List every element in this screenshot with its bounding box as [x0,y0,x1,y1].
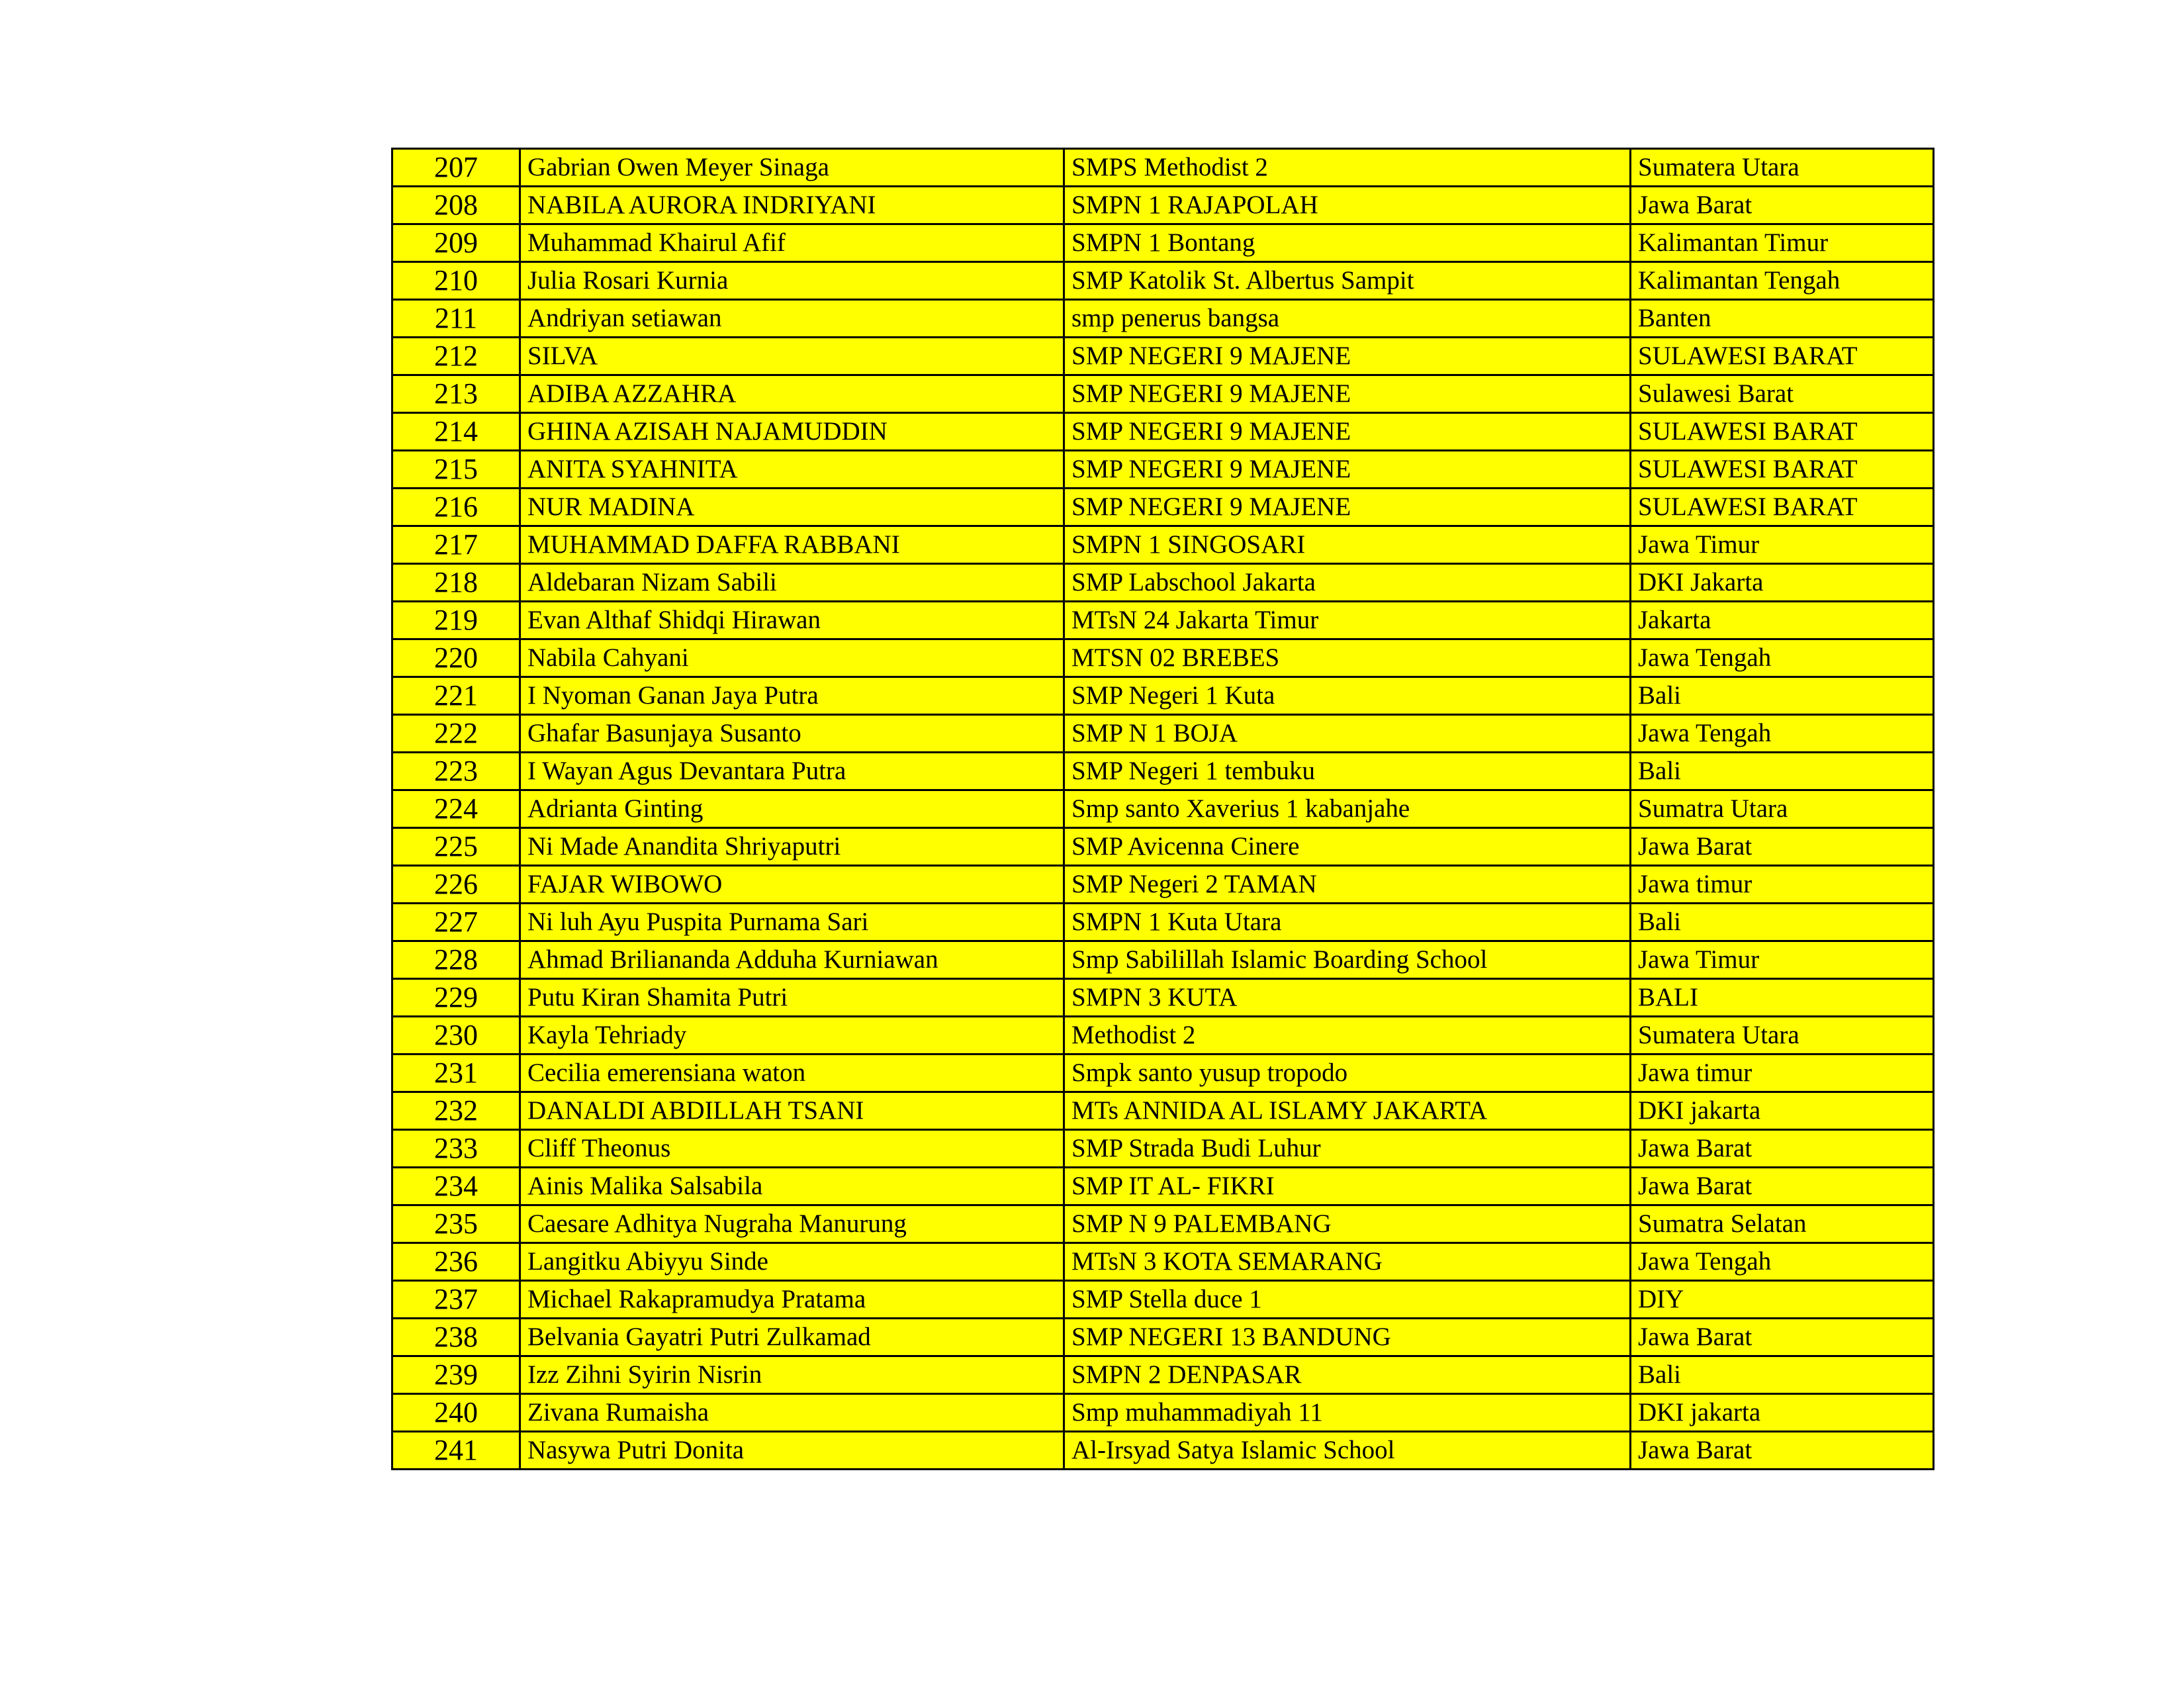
table-row [392,489,1934,526]
row-number-cell: 222 [392,715,520,753]
province-cell: Bali [1631,1356,1934,1394]
student-name-cell: NUR MADINA [520,489,1064,526]
school-name-cell: Smpk santo yusup tropodo [1064,1055,1631,1092]
table-row [392,1017,1934,1055]
student-name-cell: Langitku Abiyyu Sinde [520,1243,1064,1281]
school-name-cell: SMPN 1 Kuta Utara [1064,904,1631,941]
student-name-cell: Julia Rosari Kurnia [520,262,1064,300]
table-row [392,941,1934,979]
province-cell: Jawa Tengah [1631,715,1934,753]
table-row [392,1394,1934,1432]
province-cell: Sumatra Selatan [1631,1205,1934,1243]
school-name-cell: SMP NEGERI 9 MAJENE [1064,451,1631,489]
table-row [392,187,1934,224]
row-number-cell: 208 [392,187,520,224]
province-cell: Sumatra Utara [1631,790,1934,828]
table-row [392,375,1934,413]
student-name-cell: Caesare Adhitya Nugraha Manurung [520,1205,1064,1243]
province-cell: Kalimantan Timur [1631,224,1934,262]
school-name-cell: Smp santo Xaverius 1 kabanjahe [1064,790,1631,828]
student-name-cell: ADIBA AZZAHRA [520,375,1064,413]
student-name-cell: Andriyan setiawan [520,300,1064,338]
table-row [392,1243,1934,1281]
school-name-cell: SMP NEGERI 9 MAJENE [1064,413,1631,451]
row-number-cell: 233 [392,1130,520,1168]
school-name-cell: SMPN 1 SINGOSARI [1064,526,1631,564]
table-row [392,1319,1934,1356]
table-row [392,300,1934,338]
school-name-cell: SMP Labschool Jakarta [1064,564,1631,602]
row-number-cell: 227 [392,904,520,941]
school-name-cell: SMP Avicenna Cinere [1064,828,1631,866]
table-row [392,564,1934,602]
province-cell: Jawa Barat [1631,1130,1934,1168]
table-row [392,753,1934,790]
row-number-cell: 221 [392,677,520,715]
row-number-cell: 225 [392,828,520,866]
province-cell: Jawa timur [1631,866,1934,904]
student-name-cell: DANALDI ABDILLAH TSANI [520,1092,1064,1130]
student-name-cell: Ainis Malika Salsabila [520,1168,1064,1205]
row-number-cell: 224 [392,790,520,828]
student-name-cell: Zivana Rumaisha [520,1394,1064,1432]
row-number-cell: 226 [392,866,520,904]
table-row [392,1432,1934,1470]
participant-table [391,148,1934,1470]
school-name-cell: MTSN 02 BREBES [1064,639,1631,677]
school-name-cell: MTsN 3 KOTA SEMARANG [1064,1243,1631,1281]
row-number-cell: 240 [392,1394,520,1432]
table-row [392,1281,1934,1319]
school-name-cell: MTsN 24 Jakarta Timur [1064,602,1631,639]
student-name-cell: FAJAR WIBOWO [520,866,1064,904]
row-number-cell: 238 [392,1319,520,1356]
table-row [392,149,1934,187]
school-name-cell: SMP Negeri 1 Kuta [1064,677,1631,715]
school-name-cell: SMP NEGERI 13 BANDUNG [1064,1319,1631,1356]
row-number-cell: 213 [392,375,520,413]
province-cell: SULAWESI BARAT [1631,413,1934,451]
school-name-cell: SMP Katolik St. Albertus Sampit [1064,262,1631,300]
school-name-cell: SMP IT AL- FIKRI [1064,1168,1631,1205]
student-name-cell: Cecilia emerensiana waton [520,1055,1064,1092]
school-name-cell: Methodist 2 [1064,1017,1631,1055]
table-row [392,866,1934,904]
table-row [392,639,1934,677]
school-name-cell: smp penerus bangsa [1064,300,1631,338]
school-name-cell: SMP NEGERI 9 MAJENE [1064,489,1631,526]
row-number-cell: 232 [392,1092,520,1130]
student-name-cell: I Wayan Agus Devantara Putra [520,753,1064,790]
table-row [392,828,1934,866]
province-cell: Jawa Barat [1631,1168,1934,1205]
province-cell: Jawa timur [1631,1055,1934,1092]
school-name-cell: SMPN 1 Bontang [1064,224,1631,262]
row-number-cell: 218 [392,564,520,602]
province-cell: Jawa Tengah [1631,639,1934,677]
school-name-cell: SMP NEGERI 9 MAJENE [1064,375,1631,413]
row-number-cell: 214 [392,413,520,451]
row-number-cell: 207 [392,149,520,187]
row-number-cell: 239 [392,1356,520,1394]
row-number-cell: 228 [392,941,520,979]
student-name-cell: Ahmad Briliananda Adduha Kurniawan [520,941,1064,979]
school-name-cell: SMPN 1 RAJAPOLAH [1064,187,1631,224]
table-row [392,338,1934,375]
row-number-cell: 217 [392,526,520,564]
row-number-cell: 216 [392,489,520,526]
province-cell: Bali [1631,753,1934,790]
student-name-cell: Muhammad Khairul Afif [520,224,1064,262]
school-name-cell: Smp Sabilillah Islamic Boarding School [1064,941,1631,979]
school-name-cell: SMP Negeri 1 tembuku [1064,753,1631,790]
row-number-cell: 210 [392,262,520,300]
table-row [392,602,1934,639]
row-number-cell: 215 [392,451,520,489]
school-name-cell: SMPS Methodist 2 [1064,149,1631,187]
row-number-cell: 212 [392,338,520,375]
student-name-cell: SILVA [520,338,1064,375]
student-name-cell: Izz Zihni Syirin Nisrin [520,1356,1064,1394]
row-number-cell: 219 [392,602,520,639]
row-number-cell: 229 [392,979,520,1017]
row-number-cell: 223 [392,753,520,790]
row-number-cell: 220 [392,639,520,677]
table-row [392,904,1934,941]
province-cell: Jawa Tengah [1631,1243,1934,1281]
student-name-cell: I Nyoman Ganan Jaya Putra [520,677,1064,715]
table-row [392,1356,1934,1394]
province-cell: Kalimantan Tengah [1631,262,1934,300]
school-name-cell: SMP NEGERI 9 MAJENE [1064,338,1631,375]
row-number-cell: 211 [392,300,520,338]
school-name-cell: SMP Strada Budi Luhur [1064,1130,1631,1168]
table-row [392,1055,1934,1092]
table-row [392,262,1934,300]
student-name-cell: MUHAMMAD DAFFA RABBANI [520,526,1064,564]
table-row [392,413,1934,451]
province-cell: Bali [1631,677,1934,715]
province-cell: BALI [1631,979,1934,1017]
province-cell: SULAWESI BARAT [1631,451,1934,489]
table-row [392,677,1934,715]
table-row [392,979,1934,1017]
row-number-cell: 234 [392,1168,520,1205]
school-name-cell: Smp muhammadiyah 11 [1064,1394,1631,1432]
province-cell: Jawa Barat [1631,1432,1934,1470]
table-row [392,526,1934,564]
row-number-cell: 235 [392,1205,520,1243]
province-cell: SULAWESI BARAT [1631,338,1934,375]
student-name-cell: Aldebaran Nizam Sabili [520,564,1064,602]
province-cell: Jawa Timur [1631,941,1934,979]
province-cell: Sulawesi Barat [1631,375,1934,413]
province-cell: Jawa Timur [1631,526,1934,564]
row-number-cell: 231 [392,1055,520,1092]
student-name-cell: GHINA AZISAH NAJAMUDDIN [520,413,1064,451]
student-name-cell: Nabila Cahyani [520,639,1064,677]
province-cell: DKI jakarta [1631,1394,1934,1432]
student-name-cell: Nasywa Putri Donita [520,1432,1064,1470]
province-cell: DIY [1631,1281,1934,1319]
province-cell: DKI jakarta [1631,1092,1934,1130]
student-name-cell: ANITA SYAHNITA [520,451,1064,489]
row-number-cell: 209 [392,224,520,262]
student-name-cell: Michael Rakapramudya Pratama [520,1281,1064,1319]
province-cell: Jawa Barat [1631,1319,1934,1356]
student-name-cell: Gabrian Owen Meyer Sinaga [520,149,1064,187]
province-cell: DKI Jakarta [1631,564,1934,602]
table-row [392,790,1934,828]
student-name-cell: Ghafar Basunjaya Susanto [520,715,1064,753]
student-name-cell: Evan Althaf Shidqi Hirawan [520,602,1064,639]
table-row [392,1168,1934,1205]
province-cell: Sumatera Utara [1631,149,1934,187]
province-cell: Jawa Barat [1631,828,1934,866]
table-row [392,715,1934,753]
student-name-cell: Adrianta Ginting [520,790,1064,828]
school-name-cell: MTs ANNIDA AL ISLAMY JAKARTA [1064,1092,1631,1130]
student-name-cell: Kayla Tehriady [520,1017,1064,1055]
student-name-cell: Cliff Theonus [520,1130,1064,1168]
participant-table-sheet [391,148,1933,1470]
school-name-cell: SMP Stella duce 1 [1064,1281,1631,1319]
table-row [392,1130,1934,1168]
table-row [392,451,1934,489]
participant-table-body [392,149,1934,1470]
row-number-cell: 236 [392,1243,520,1281]
province-cell: Bali [1631,904,1934,941]
student-name-cell: Belvania Gayatri Putri Zulkamad [520,1319,1064,1356]
province-cell: Jakarta [1631,602,1934,639]
school-name-cell: SMP N 1 BOJA [1064,715,1631,753]
student-name-cell: Ni luh Ayu Puspita Purnama Sari [520,904,1064,941]
school-name-cell: SMP N 9 PALEMBANG [1064,1205,1631,1243]
student-name-cell: Putu Kiran Shamita Putri [520,979,1064,1017]
school-name-cell: SMP Negeri 2 TAMAN [1064,866,1631,904]
table-row [392,1205,1934,1243]
school-name-cell: Al-Irsyad Satya Islamic School [1064,1432,1631,1470]
row-number-cell: 230 [392,1017,520,1055]
province-cell: SULAWESI BARAT [1631,489,1934,526]
province-cell: Jawa Barat [1631,187,1934,224]
student-name-cell: Ni Made Anandita Shriyaputri [520,828,1064,866]
student-name-cell: NABILA AURORA INDRIYANI [520,187,1064,224]
row-number-cell: 237 [392,1281,520,1319]
province-cell: Sumatera Utara [1631,1017,1934,1055]
school-name-cell: SMPN 2 DENPASAR [1064,1356,1631,1394]
table-row [392,1092,1934,1130]
table-row [392,224,1934,262]
school-name-cell: SMPN 3 KUTA [1064,979,1631,1017]
province-cell: Banten [1631,300,1934,338]
row-number-cell: 241 [392,1432,520,1470]
